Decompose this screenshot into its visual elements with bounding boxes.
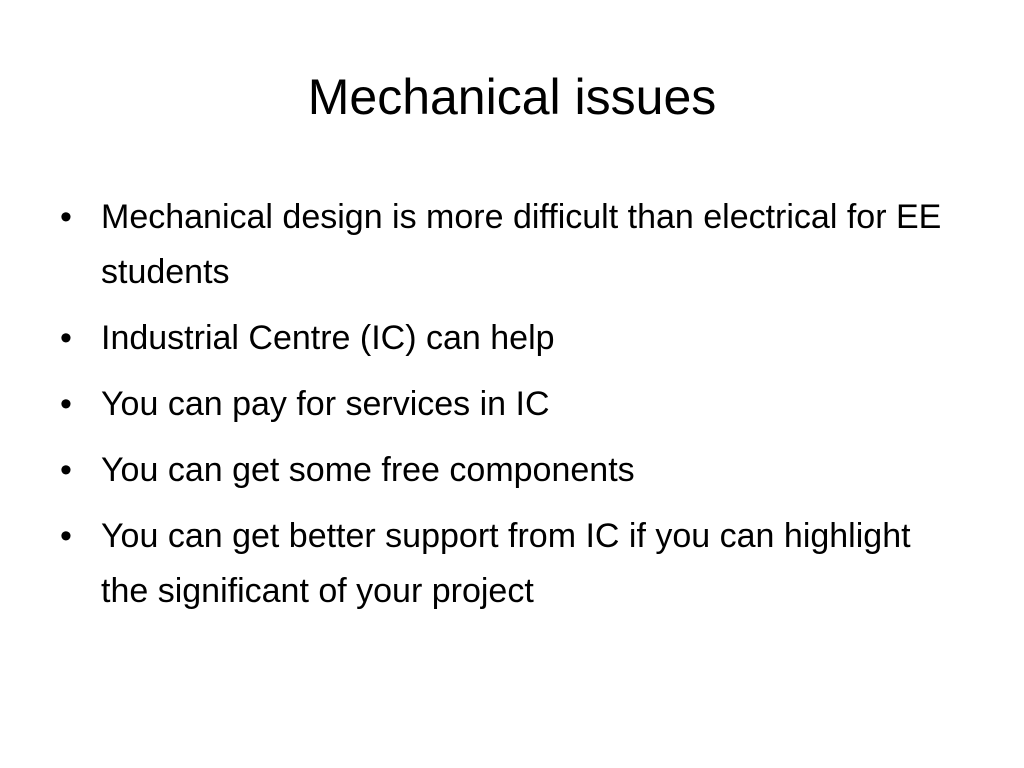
bullet-item-better-support: [60, 509, 960, 619]
bullet-item-industrial-centre: [60, 311, 960, 366]
bullet-dot-icon: •: [60, 517, 72, 555]
bullet-dot-icon: •: [60, 198, 72, 236]
bullet-text: You can pay for services in IC: [101, 385, 550, 423]
bullet-dot-icon: •: [60, 319, 72, 357]
bullet-list: [60, 190, 960, 630]
bullet-text: You can get some free components: [101, 451, 635, 489]
bullet-item-free-components: [60, 443, 960, 498]
slide-title: Mechanical issues: [307, 69, 717, 125]
bullet-item-mechanical-design: [60, 190, 960, 300]
bullet-dot-icon: •: [60, 385, 72, 423]
bullet-text: You can get better support from IC if you can highlight the significant of your project: [101, 517, 911, 610]
bullet-text: Mechanical design is more difficult than electrical for EE students: [101, 198, 942, 291]
bullet-dot-icon: •: [60, 451, 72, 489]
bullet-item-pay-for-services: [60, 377, 960, 432]
bullet-text: Industrial Centre (IC) can help: [101, 319, 555, 357]
